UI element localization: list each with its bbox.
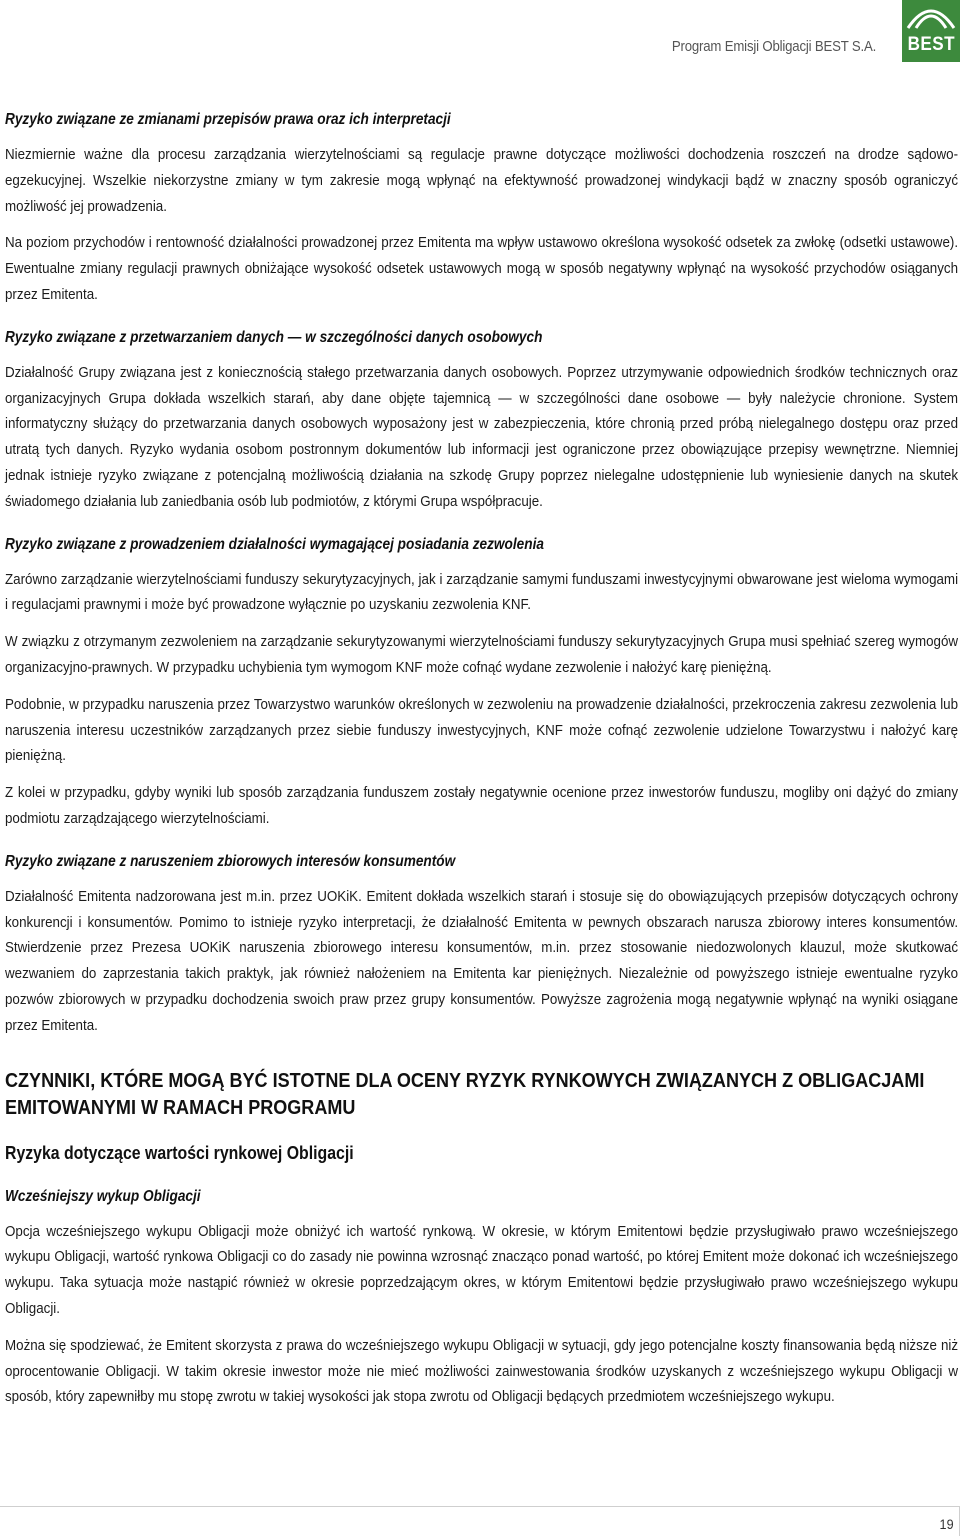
page-number: 19: [939, 1516, 954, 1532]
logo-arcs-icon: [902, 0, 960, 30]
section-heading-data-processing: Ryzyko związane z przetwarzaniem danych — w szczególności danych osobowych: [5, 328, 543, 346]
footer-rule: [0, 1506, 960, 1507]
subchapter-heading-market-value: Ryzyka dotyczące wartości rynkowej Obligacji: [5, 1142, 354, 1163]
paragraph: Zarówno zarządzanie wierzytelnościami funduszy sekurytyzacyjnych, jak i zarządzanie samymi funduszami inwestycyjnymi obwarowane jest wieloma wymogami i regulacjami prawnymi i może być prowadzone wyłącznie po uzyskaniu zezwolenia KNF.: [5, 570, 959, 614]
paragraph: Można się spodziewać, że Emitent skorzysta z prawa do wcześniejszego wykupu Obligacji w sytuacji, gdy jego potencjalne koszty finansowania będą niższe niż oprocentowanie Obligacji. W takim okresie inwestor może nie mieć możliwości zainwestowania środków uzyskanych z wcześniejszego wykupu Obligacji w sposób, który zapewniłby mu stopę zwrotu w takiej wysokości jak stopa zwrotu od Obligacji będących przedmiotem wcześniejszego wykupu.: [5, 1336, 959, 1406]
paragraph: Podobnie, w przypadku naruszenia przez Towarzystwo warunków określonych w zezwoleniu na prowadzenie działalności, przekroczenia zakresu zezwolenia lub naruszenia interesu uczestników zarządzanych przez siebie funduszy inwestycyjnych, KNF może cofnąć zezwolenie udzielone Towarzystwu i nałożyć karę pieniężną.: [5, 695, 959, 765]
paragraph: Opcja wcześniejszego wykupu Obligacji może obniżyć ich wartość rynkową. W okresie, w którym Emitentowi będzie przysługiwało prawo wcześniejszego wykupu Obligacji, wartość rynkowa Obligacji co do zasady nie powinna wzrosnąć znacząco ponad wartość, po której Emitent może dokonać ich wcześniejszego wykupu. Taka sytuacja może nastąpić również w okresie poprzedzającym okres, w którym Emitentowi będzie przysługiwało prawo wcześniejszego wykupu Obligacji.: [5, 1222, 959, 1317]
paragraph: Z kolei w przypadku, gdyby wyniki lub sposób zarządzania funduszem zostały negatywnie ocenione przez inwestorów funduszu, mogliby oni dążyć do zmiany podmiotu zarządzającego wierzytelnościami.: [5, 784, 959, 827]
document-body: [5, 108, 958, 1421]
paragraph: Niezmiernie ważne dla procesu zarządzania wierzytelnościami są regulacje prawne dotyczące możliwości dochodzenia roszczeń na drodze sądowo-egzekucyjnej. Wszelkie niekorzystne zmiany w tym zakresie mogą wpłynąć na efektywność prowadzonej windykacji bądź w znaczny sposób ograniczyć możliwość jej prowadzenia.: [5, 146, 959, 215]
section-heading-consumer-interests: Ryzyko związane z naruszeniem zbiorowych interesów konsumentów: [5, 852, 456, 870]
section-heading-early-redemption: Wcześniejszy wykup Obligacji: [5, 1187, 201, 1205]
best-logo: [902, 0, 960, 62]
paragraph: W związku z otrzymanym zezwoleniem na zarządzanie sekurytyzowanymi wierzytelnościami funduszy sekurytyzacyjnych Grupa musi spełniać szereg wymogów organizacyjno-prawnych. W przypadku uchybienia tym wymogom KNF może cofnąć wydane zezwolenie i nałożyć karę pieniężną.: [5, 633, 959, 676]
logo-text: BEST: [907, 34, 955, 55]
document-header-title: Program Emisji Obligacji BEST S.A.: [671, 38, 876, 55]
paragraph: Na poziom przychodów i rentowność działalności prowadzonej przez Emitenta ma wpływ ustawowo określona wysokość odsetek za zwłokę (odsetki ustawowe). Ewentualne zmiany regulacji prawnych obniżające wysokość odsetek ustawowych mogą w sposób negatywny wpłynąć na wysokość przychodów osiąganych przez Emitenta.: [5, 234, 959, 303]
paragraph: Działalność Grupy związana jest z koniecznością stałego przetwarzania danych osobowych. Poprzez utrzymywanie odpowiednich środków technicznych oraz organizacyjnych Grupa dokłada wszelkich starań, aby dane objęte tajemnicą — w szczególności dane osobowe — były należycie chronione. System informatyczny służący do przetwarzania danych osobowych wyposażony jest w zabezpieczenia, które chronią przed próbą nielegalnego dostępu oraz przed utratą tych danych. Ryzyko wydania osobom postronnym dokumentów lub informacji jest ograniczone przez obowiązujące przepisy wewnętrzne. Niemniej jednak istnieje ryzyko związane z potencjalną możliwością działania na szkodę Grupy poprzez nielegalne udostępnienie lub wyniesienie danych na skutek świadomego działania lub zaniedbania osób lub podmiotów, z którymi Grupa współpracuje.: [5, 363, 959, 510]
paragraph: Działalność Emitenta nadzorowana jest m.in. przez UOKiK. Emitent dokłada wszelkich starań i stosuje się do obowiązujących przepisów dotyczących ochrony konkurencji i konsumentów. Pomimo to istnieje ryzyko interpretacji, że działalność Emitenta w pewnych obszarach narusza zbiorowy interes konsumentów. Stwierdzenie przez Prezesa UOKiK naruszenia zbiorowego interesu konsumentów, m.in. przez stosowanie niedozwolonych klauzul, może skutkować wezwaniem do zaprzestania takich praktyk, jak również nałożeniem na Emitenta kar pieniężnych. Niezależnie od powyższego istnieje ewentualne ryzyko pozwów zbiorowych w przypadku dochodzenia swoich praw przez grupy konsumentów. Powyższe zagrożenia mogą negatywnie wpłynąć na wyniki osiągane przez Emitenta.: [5, 887, 959, 1034]
section-heading-law-changes: Ryzyko związane ze zmianami przepisów prawa oraz ich interpretacji: [5, 111, 451, 128]
chapter-heading-market-risks: CZYNNIKI, KTÓRE MOGĄ BYĆ ISTOTNE DLA OCENY RYZYK RYNKOWYCH ZWIĄZANYCH Z OBLIGACJAMI EMITOWANYMI W RAMACH PROGRAMU: [5, 1068, 925, 1119]
section-heading-permit: Ryzyko związane z prowadzeniem działalności wymagającej posiadania zezwolenia: [5, 535, 544, 553]
